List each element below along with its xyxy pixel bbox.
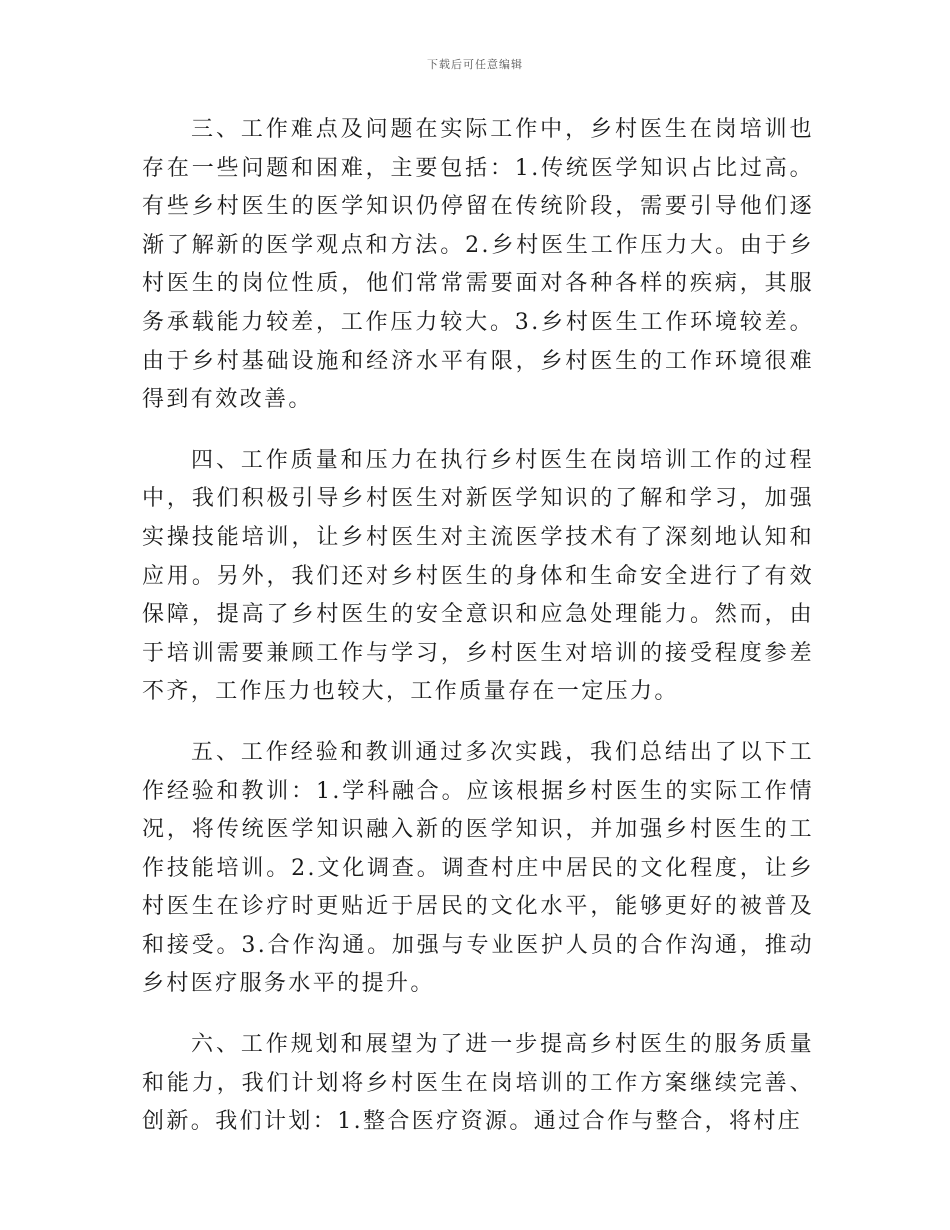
- paragraph-planning-outlook: 六、工作规划和展望为了进一步提高乡村医生的服务质量和能力，我们计划将乡村医生在岗培训的工作方案继续完善、创新。我们计划：1.整合医疗资源。通过合作与整合，将村庄: [142, 1032, 814, 1135]
- page-header: 下载后可任意编辑: [427, 58, 523, 71]
- paragraph-experience-lessons: 五、工作经验和教训通过多次实践，我们总结出了以下工作经验和教训：1.学科融合。应该根据乡村医生的实际工作情况，将传统医学知识融入新的医学知识，并加强乡村医生的工作技能培训。2.文化调查。调查村庄中居民的文化程度，让乡村医生在诊疗时更贴近于居民的文化水平，能够更好的被普及和接受。3.合作沟通。加强与专业医护人员的合作沟通，推动乡村医疗服务水平的提升。: [142, 739, 814, 997]
- paragraph-difficulties: 三、工作难点及问题在实际工作中，乡村医生在岗培训也存在一些问题和困难，主要包括：1.传统医学知识占比过高。有些乡村医生的医学知识仍停留在传统阶段，需要引导他们逐渐了解新的医学观点和方法。2.乡村医生工作压力大。由于乡村医生的岗位性质，他们常常需要面对各种各样的疾病，其服务承载能力较差，工作压力较大。3.乡村医生工作环境较差。由于乡村基础设施和经济水平有限，乡村医生的工作环境很难得到有效改善。: [142, 117, 814, 413]
- document-body: [142, 111, 814, 1164]
- paragraph-quality-pressure: 四、工作质量和压力在执行乡村医生在岗培训工作的过程中，我们积极引导乡村医生对新医学知识的了解和学习，加强实操技能培训，让乡村医生对主流医学技术有了深刻地认知和应用。另外，我们还对乡村医生的身体和生命安全进行了有效保障，提高了乡村医生的安全意识和应急处理能力。然而，由于培训需要兼顾工作与学习，乡村医生对培训的接受程度参差不齐，工作压力也较大，工作质量存在一定压力。: [142, 447, 814, 705]
